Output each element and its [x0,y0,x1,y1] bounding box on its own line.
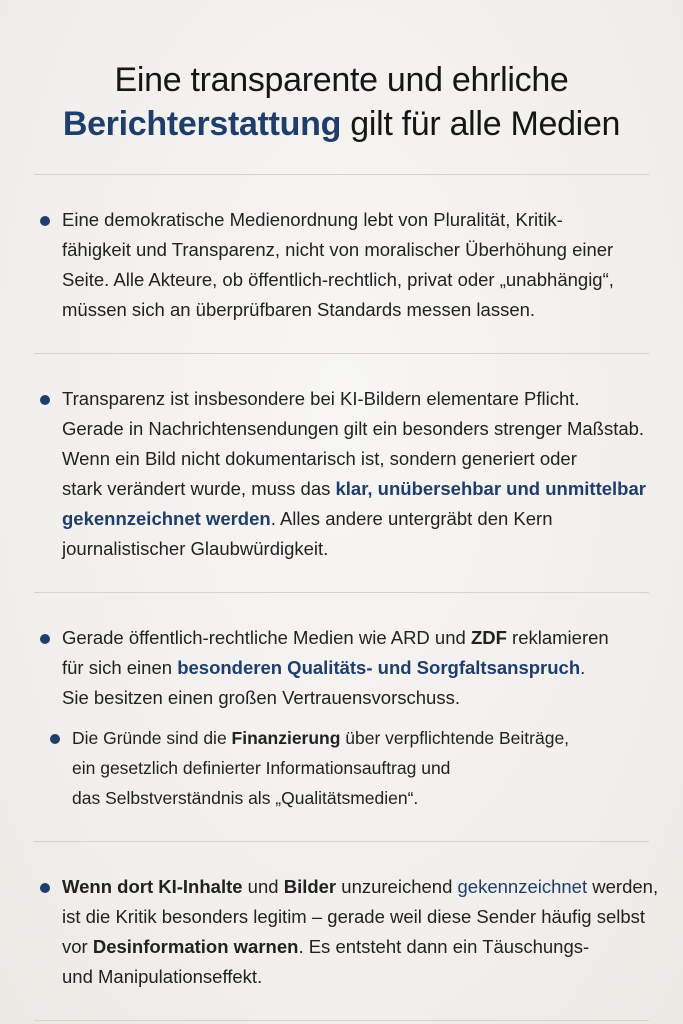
text-span: . Es entsteht dann ein Täuschungs- [298,936,590,957]
text-line: Transparenz ist insbesondere bei KI-Bildern elementare Pflicht. [62,388,580,409]
text-line [62,653,649,683]
text-span: Die Gründe sind die [72,728,232,748]
text-line: ist die Kritik besonders legitim – gerade weil diese Sender häufig selbst [62,906,646,927]
text-line: journalistischer Glaubwürdigkeit. [62,538,329,559]
title-accent: Berichterstattung [62,105,342,143]
text-line: Wenn ein Bild nicht dokumentarisch ist, sondern generiert oder [62,448,577,469]
text-line [72,723,649,753]
text-line: und Manipulationseffekt. [62,966,263,987]
section-pluralitaet [34,175,649,353]
bold-text: ZDF [470,627,507,648]
section-kritik [34,842,659,1020]
highlight-text: gekennzeichnet werden [62,508,271,529]
text-line: müssen sich an überprüfbaren Standards messen lassen. [62,299,536,320]
text-line [62,474,649,504]
text-span: und [242,876,284,897]
bullet-point [34,205,649,325]
text-line: ein gesetzlich definierter Informationsauftrag und [72,758,451,778]
text-span: . [580,657,586,678]
text-span: reklamieren [506,627,609,648]
text-line [62,872,659,902]
text-line: das Selbstverständnis als „Qualitätsmedien“. [72,788,419,808]
bold-text: Desinformation warnen [92,936,299,957]
text-span: werden, [587,876,659,897]
bold-text: Wenn dort KI-Inhalte [62,876,243,897]
divider [34,1020,649,1021]
bullet-point [34,623,649,713]
text-line: Seite. Alle Akteure, ob öffentlich-rechtlich, privat oder „unabhängig“, [62,269,614,290]
page-title [34,0,649,146]
section-oerr-medien [34,593,649,841]
bullet-point [34,384,649,564]
highlight-text: besonderen Qualitäts- und Sorgfaltsanspruch [177,657,581,678]
text-line: Gerade in Nachrichtensendungen gilt ein besonders strenger Maßstab. [62,418,645,439]
text-line: Sie besitzen einen großen Vertrauensvorschuss. [62,687,460,708]
title-line-2 [34,102,649,146]
bold-text: Finanzierung [231,728,341,748]
highlight-text: gekennzeichnet [457,876,588,897]
section-transparenz [34,354,649,592]
text-line: Eine demokratische Medienordnung lebt von Pluralität, Kritik- [62,209,563,230]
bullet-point [34,872,659,992]
title-line-1: Eine transparente und ehrliche [114,61,569,99]
text-span: unzureichend [336,876,458,897]
text-span: über verpflichtende Beiträge, [340,728,570,748]
text-span: stark verändert wurde, muss das [62,478,336,499]
title-rest: gilt für alle Medien [341,105,621,143]
bold-text: Bilder [283,876,337,897]
text-line [62,623,649,653]
text-span: . Alles andere untergräbt den Kern [270,508,553,529]
text-line: fähigkeit und Transparenz, nicht von moralischer Überhöhung einer [62,239,614,260]
text-line [62,932,649,962]
highlight-text: klar, unübersehbar und unmittelbar [335,478,646,499]
text-span: Gerade öffentlich-rechtliche Medien wie ARD und [62,627,471,648]
text-line [62,504,649,534]
sub-bullet-point [34,723,649,813]
text-span: vor [62,936,93,957]
text-span: für sich einen [62,657,178,678]
